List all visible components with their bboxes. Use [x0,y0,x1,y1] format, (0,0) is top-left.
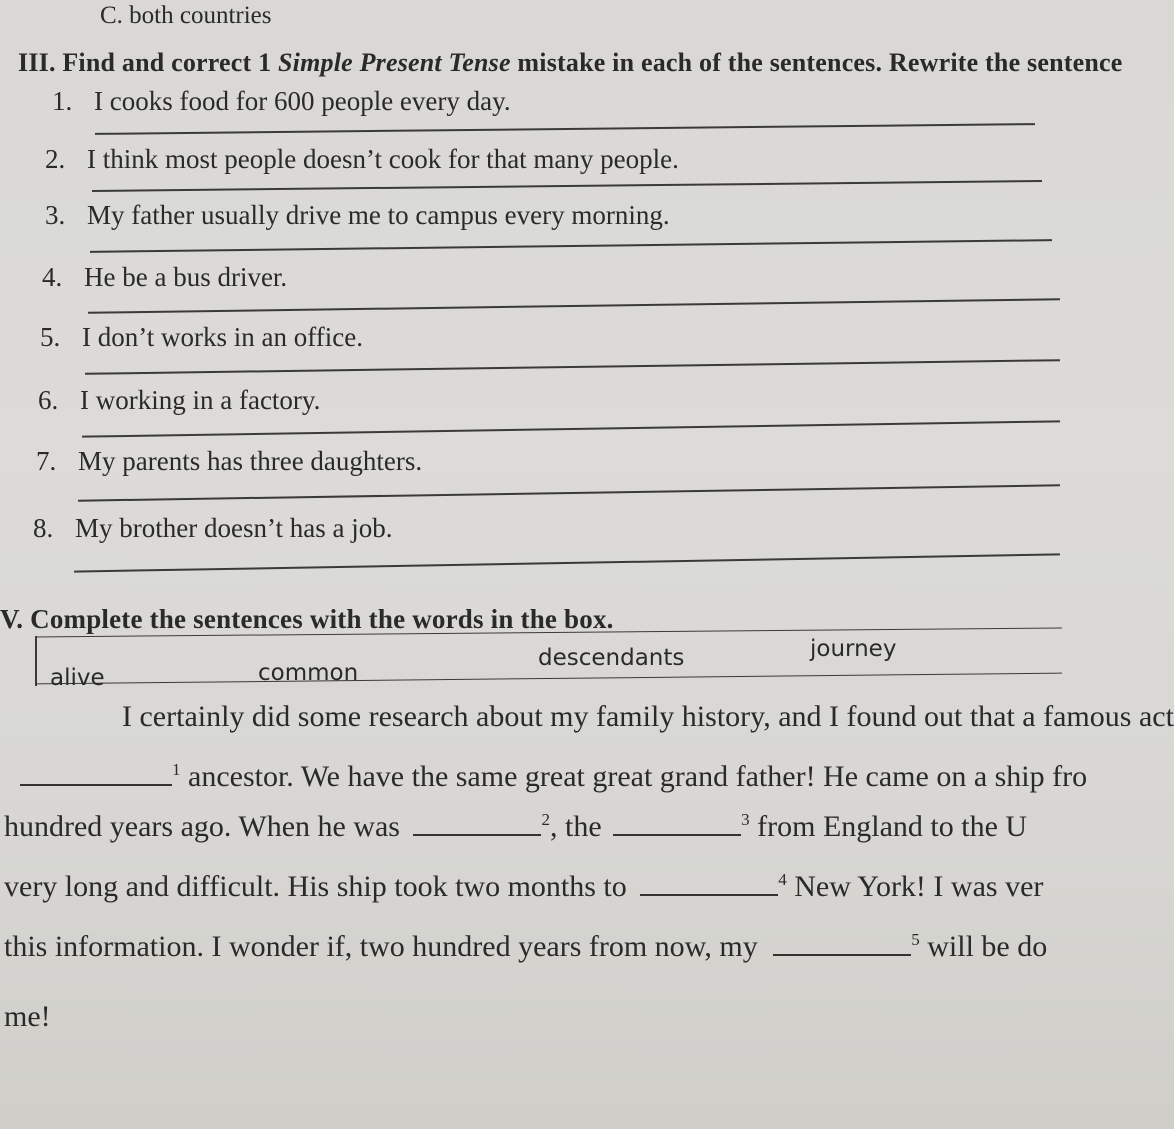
item-number: 8. [33,513,54,543]
exercise-item-6 [38,385,320,416]
answer-line-2[interactable] [92,180,1042,192]
blank-number: 5 [911,930,920,949]
passage-text: ancestor. We have the same great great grand father! He came on a ship fro [180,760,1088,793]
blank-3[interactable] [613,834,741,836]
exercise-item-8 [33,513,392,544]
answer-line-7[interactable] [78,484,1060,501]
exercise-item-7 [36,446,422,477]
item-sentence: My brother doesn’t has a job. [75,513,393,543]
previous-option-c: C. both countries [100,2,272,29]
item-number: 3. [45,200,66,230]
exercise-item-1 [52,86,511,117]
passage-text: this information. I wonder if, two hundred years from now, my [4,930,758,963]
passage-text: , the [549,810,602,843]
item-sentence: I cooks food for 600 people every day. [94,86,511,116]
section-4-title: V. Complete the sentences with the words in the box. [0,604,614,634]
item-sentence: I working in a factory. [80,385,321,415]
passage-line-4 [4,870,1043,904]
answer-line-6[interactable] [82,420,1060,437]
item-sentence: He be a bus driver. [84,262,288,292]
blank-number: 4 [778,870,787,889]
passage-line-6: me! [4,1000,51,1033]
section-3-title-start: III. Find and correct 1 [18,48,278,77]
passage-text: hundred years ago. When he was [4,810,400,843]
item-number: 7. [36,446,57,476]
word-box-bottom-border [35,673,1062,685]
item-number: 6. [38,385,59,415]
word-descendants: descendants [538,645,685,671]
passage-line-2 [20,760,1087,794]
passage-line-3 [4,810,1027,844]
blank-5[interactable] [773,954,911,956]
item-sentence: My parents has three daughters. [78,446,423,476]
exercise-item-2 [45,144,679,175]
word-box-left-border [35,636,37,686]
passage-text: will be do [919,930,1048,963]
answer-line-5[interactable] [85,359,1060,375]
word-common: common [258,660,359,686]
passage-text: very long and difficult. His ship took two months to [4,870,627,903]
passage-text: from England to the U [749,810,1028,843]
blank-2[interactable] [413,834,541,836]
word-alive: alive [50,665,105,691]
passage-line-1: I certainly did some research about my family history, and I found out that a famous act [122,700,1174,733]
word-journey: journey [810,636,897,662]
item-number: 2. [45,144,66,174]
section-3-title-italic: Simple Present Tense [278,48,511,77]
section-3-title [18,48,1122,78]
blank-number: 2 [541,810,550,829]
passage-line-5 [4,930,1047,964]
item-number: 5. [40,322,61,352]
exercise-item-5 [40,322,363,353]
item-number: 1. [52,86,73,116]
blank-4[interactable] [640,894,778,896]
answer-line-1[interactable] [95,123,1035,135]
item-sentence: My father usually drive me to campus every morning. [87,200,670,230]
answer-line-4[interactable] [88,298,1060,314]
item-sentence: I think most people doesn’t cook for that many people. [87,144,679,174]
exercise-item-4 [42,262,287,293]
blank-number: 1 [172,760,181,779]
item-number: 4. [42,262,63,292]
answer-line-3[interactable] [90,239,1052,253]
passage-text: New York! I was ver [786,870,1044,903]
blank-1[interactable] [20,784,172,786]
item-sentence: I don’t works in an office. [82,322,363,352]
blank-number: 3 [741,810,750,829]
exercise-item-3 [45,200,670,231]
answer-line-8[interactable] [74,553,1060,572]
section-3-title-end: mistake in each of the sentences. Rewrite the sentence [510,48,1123,77]
